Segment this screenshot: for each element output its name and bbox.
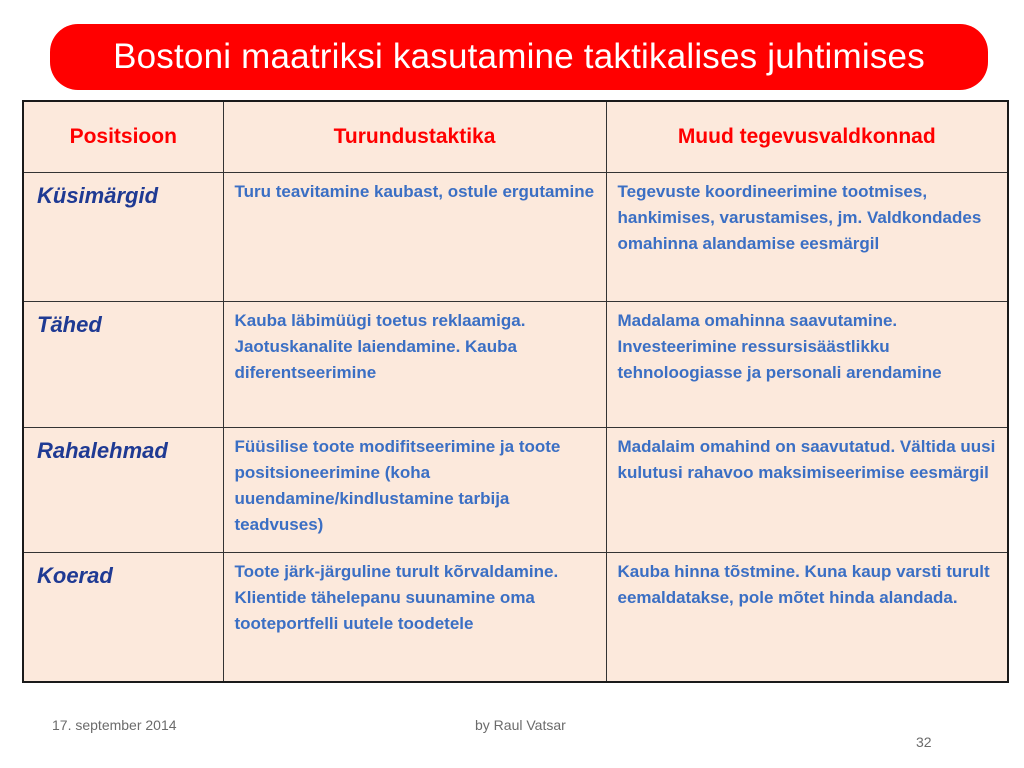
- table-header-row: [23, 101, 1008, 173]
- table-row: [23, 173, 1008, 302]
- header-muud-tegevusvaldkonnad: Muud tegevusvaldkonnad: [606, 101, 1008, 173]
- footer-date: 17. september 2014: [52, 717, 177, 733]
- marketing-cell: Kauba läbimüügi toetus reklaamiga. Jaotuskanalite laiendamine. Kauba diferentseerimine: [223, 302, 606, 428]
- page-number: 32: [916, 734, 932, 750]
- table-row: [23, 302, 1008, 428]
- title-banner: [50, 24, 988, 90]
- position-cell: Tähed: [23, 302, 223, 428]
- slide-title: Bostoni maatriksi kasutamine taktikalises juhtimises: [113, 37, 925, 76]
- marketing-cell: Turu teavitamine kaubast, ostule ergutamine: [223, 173, 606, 302]
- header-positsioon: Positsioon: [23, 101, 223, 173]
- position-cell: Küsimärgid: [23, 173, 223, 302]
- footer-author: by Raul Vatsar: [475, 717, 566, 733]
- header-turundustaktika: Turundustaktika: [223, 101, 606, 173]
- position-cell: Koerad: [23, 553, 223, 683]
- other-activities-cell: Madalama omahinna saavutamine. Investeerimine ressursisäästlikku tehnoloogiasse ja personali arendamine: [606, 302, 1008, 428]
- table-row: [23, 553, 1008, 683]
- marketing-cell: Toote järk-järguline turult kõrvaldamine. Klientide tähelepanu suunamine oma tooteportfelli uutele toodetele: [223, 553, 606, 683]
- boston-matrix-table: [22, 100, 1009, 683]
- marketing-cell: Füüsilise toote modifitseerimine ja toote positsioneerimine (koha uuendamine/kindlustamine tarbija teadvuses): [223, 428, 606, 553]
- other-activities-cell: Kauba hinna tõstmine. Kuna kaup varsti turult eemaldatakse, pole mõtet hinda alandada.: [606, 553, 1008, 683]
- table-row: [23, 428, 1008, 553]
- other-activities-cell: Tegevuste koordineerimine tootmises, hankimises, varustamises, jm. Valdkondades omahinna alandamise eesmärgil: [606, 173, 1008, 302]
- other-activities-cell: Madalaim omahind on saavutatud. Vältida uusi kulutusi rahavoo maksimiseerimise eesmärgil: [606, 428, 1008, 553]
- position-cell: Rahalehmad: [23, 428, 223, 553]
